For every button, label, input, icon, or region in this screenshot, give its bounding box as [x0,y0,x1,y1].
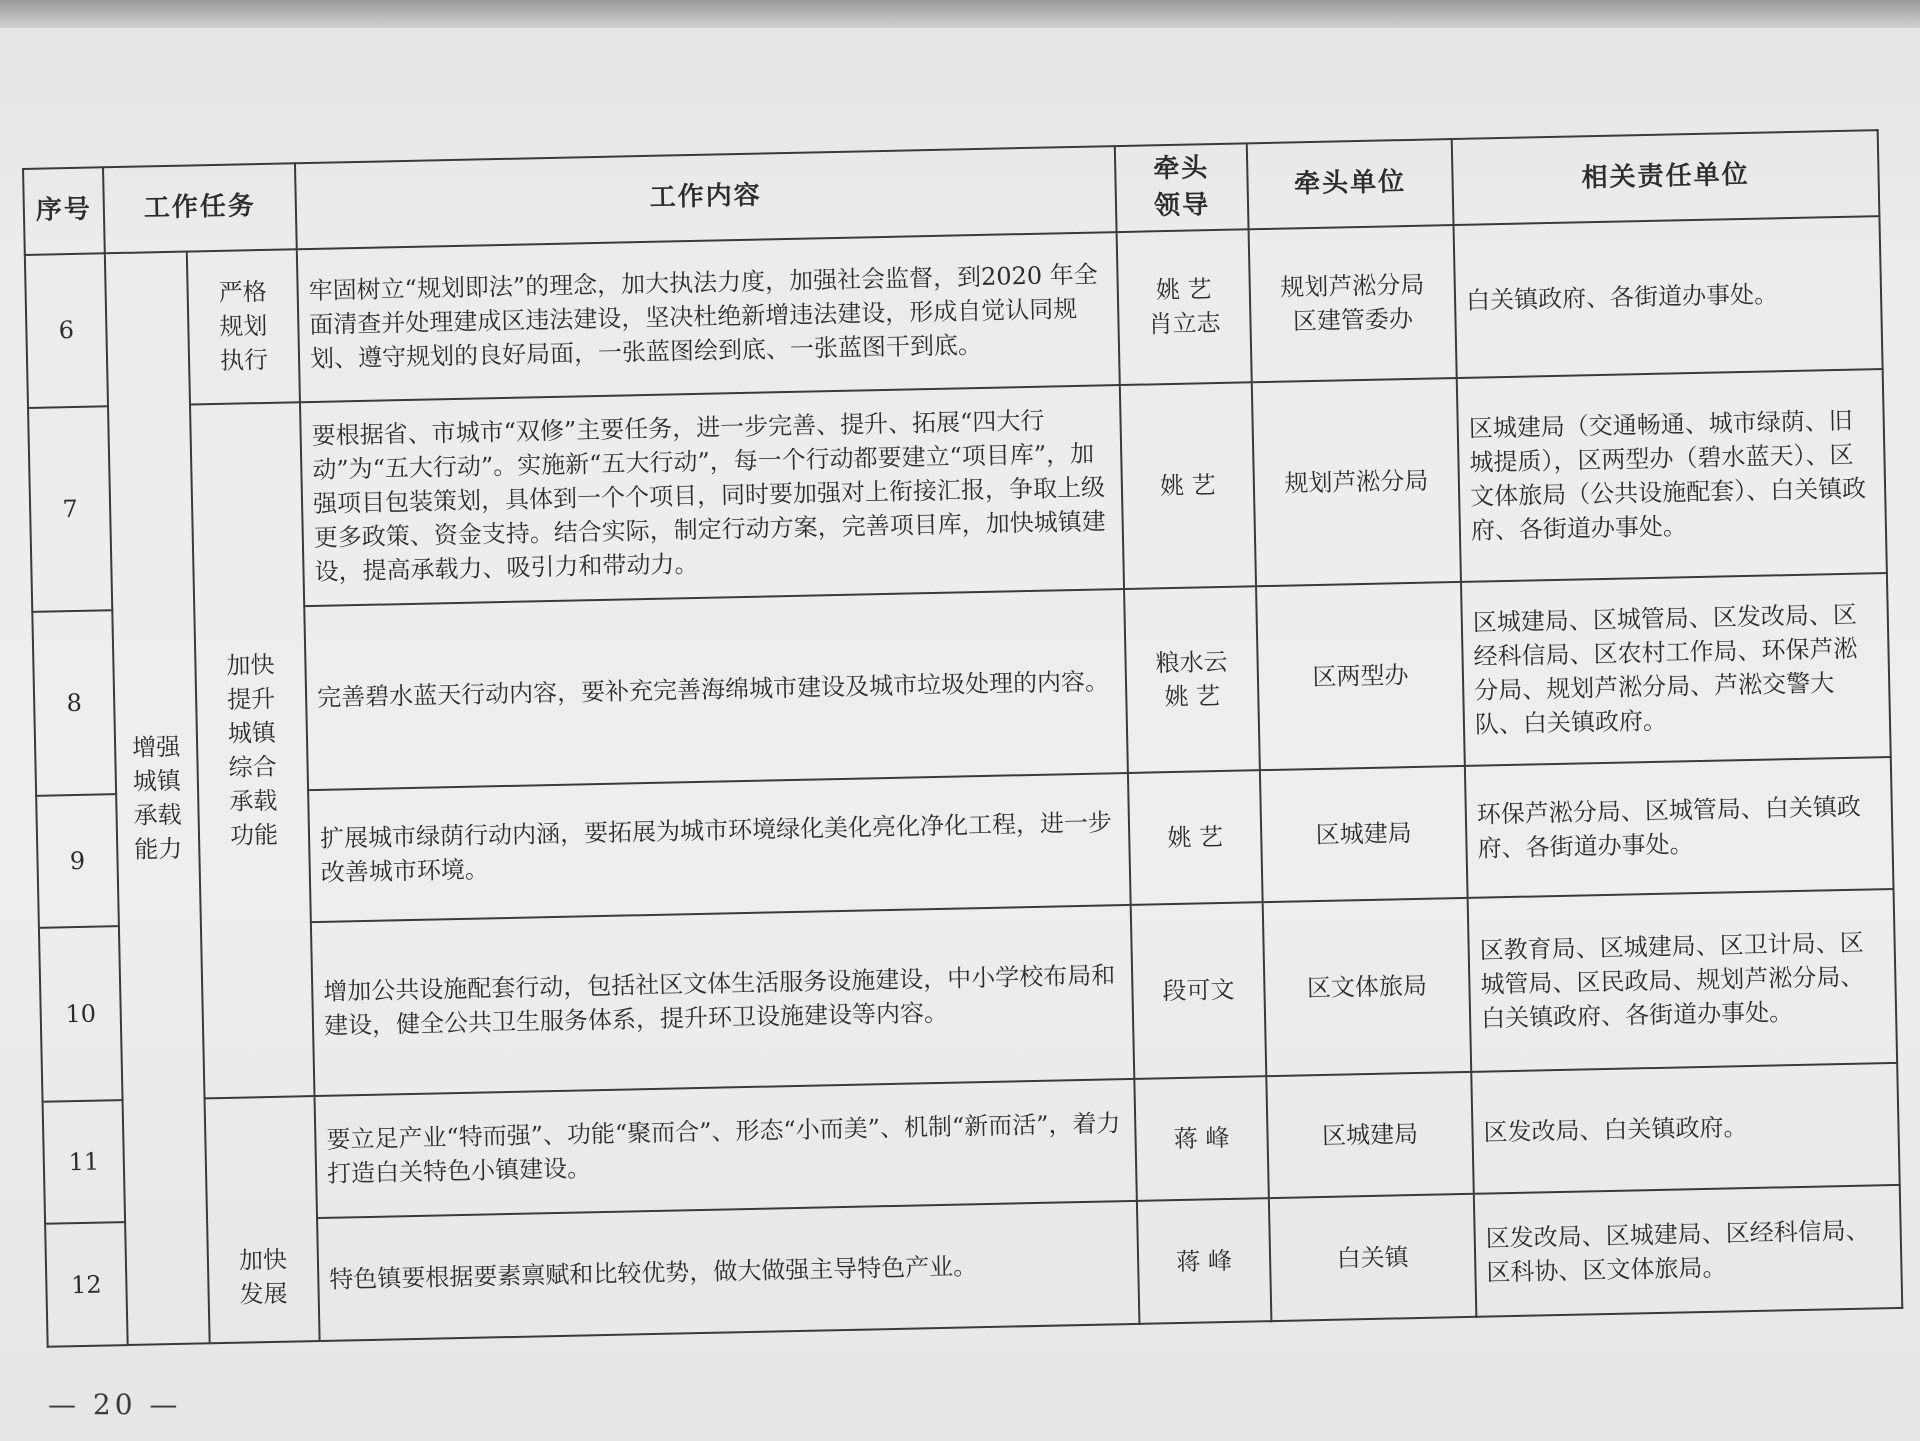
subcategory-develop: 加快 发展 [205,1096,320,1343]
subcategory-strict-planning: 严格 规划 执行 [187,249,300,404]
header-task: 工作任务 [103,163,297,253]
row-lead-unit: 白关镇 [1269,1194,1477,1321]
header-leader: 牵头 领导 [1115,143,1249,231]
row-content: 要根据省、市城市“双修”主要任务，进一步完善、提升、拓展“四大行动”为“五大行动”。实施新“五大行动”，每一个行动都要建立“项目库”，加强项目包装策划，具体到一个个项目，同时要加强对上衔接汇报，争取上级更多政策、资金支持。结合实际，制定行动方案，完善项目库，加快城镇建设，提高承载力、吸引力和带动力。 [300,385,1124,606]
row-lead-unit: 规划芦淞分局 [1252,378,1461,586]
row-leader: 姚 艺 [1120,382,1256,589]
row-number: 9 [36,794,119,928]
row-content: 要立足产业“特而强”、功能“聚而合”、形态“小而美”、机制“新而活”，着力打造白关特色小镇建设。 [315,1079,1137,1219]
row-number: 10 [39,927,123,1102]
row-related-units: 区教育局、区城建局、区卫计局、区城管局、区民政局、规划芦淞分局、白关镇政府、各街道办事处。 [1468,889,1898,1071]
header-lead-unit: 牵头单位 [1247,139,1454,229]
row-leader: 姚 艺 [1128,770,1263,905]
top-shadow [0,0,1920,28]
row-number: 12 [45,1223,128,1347]
row-number: 7 [28,406,112,612]
row-leader: 蒋 峰 [1137,1199,1272,1324]
page-number: — 20 — [48,1388,182,1421]
row-number: 8 [32,610,116,795]
row-related-units: 区发改局、区城建局、区经科信局、区科协、区文体旅局。 [1474,1185,1902,1316]
row-leader: 蒋 峰 [1134,1076,1269,1201]
row-number: 11 [43,1100,126,1224]
row-leader: 粮水云 姚 艺 [1124,586,1260,772]
row-lead-unit: 区两型办 [1256,582,1465,770]
table-row [28,369,1887,612]
header-no: 序号 [23,167,105,254]
row-related-units: 区发改局、白关镇政府。 [1471,1063,1899,1194]
row-content: 扩展城市绿荫行动内涵，要拓展为城市环境绿化美化亮化净化工程，进一步改善城市环境。 [308,773,1131,923]
row-lead-unit: 区城建局 [1266,1072,1474,1199]
row-related-units: 区城建局（交通畅通、城市绿荫、旧城提质），区两型办（碧水蓝天）、区文体旅局（公共设施配套）、白关镇政府、各街道办事处。 [1457,369,1887,582]
row-leader: 段可文 [1131,903,1267,1079]
row-related-units: 区城建局、区城管局、区发改局、区经科信局、区农村工作局、环保芦淞分局、规划芦淞分局、芦淞交警大队、白关镇政府。 [1461,573,1891,766]
subcategory-capacity: 加快 提升 城镇 综合 承载 功能 [190,402,315,1098]
work-task-table [22,129,1903,1348]
row-content: 特色镇要根据要素禀赋和比较优势，做大做强主导特色产业。 [317,1201,1139,1341]
row-leader: 姚 艺 肖立志 [1117,229,1252,385]
header-content: 工作内容 [295,146,1117,249]
row-lead-unit: 区文体旅局 [1263,898,1472,1076]
row-content: 完善碧水蓝天行动内容，要补充完善海绵城市建设及城市垃圾处理的内容。 [304,589,1128,790]
row-content: 牢固树立“规划即法”的理念，加大执法力度，加强社会监督，到2020 年全面清查并处理建成区违法建设，坚决杜绝新增违法建设，形成自觉认同规划、遵守规划的良好局面，一张蓝图绘到底、一张蓝图干到底。 [297,232,1120,402]
header-related-units: 相关责任单位 [1452,130,1880,224]
row-related-units: 白关镇政府、各街道办事处。 [1454,216,1883,378]
row-content: 增加公共设施配套行动，包括社区文体生活服务设施建设，中小学校布局和建设，健全公共卫生服务体系，提升环卫设施建设等内容。 [311,905,1134,1096]
row-lead-unit: 规划芦淞分局 区建管委办 [1249,225,1457,382]
work-table-sheet [22,129,1901,1348]
category-main: 增强 城镇 承载 能力 [105,251,210,1345]
row-lead-unit: 区城建局 [1260,766,1468,903]
row-related-units: 环保芦淞分局、区城管局、白关镇政府、各街道办事处。 [1465,757,1894,899]
row-number: 6 [25,253,108,408]
